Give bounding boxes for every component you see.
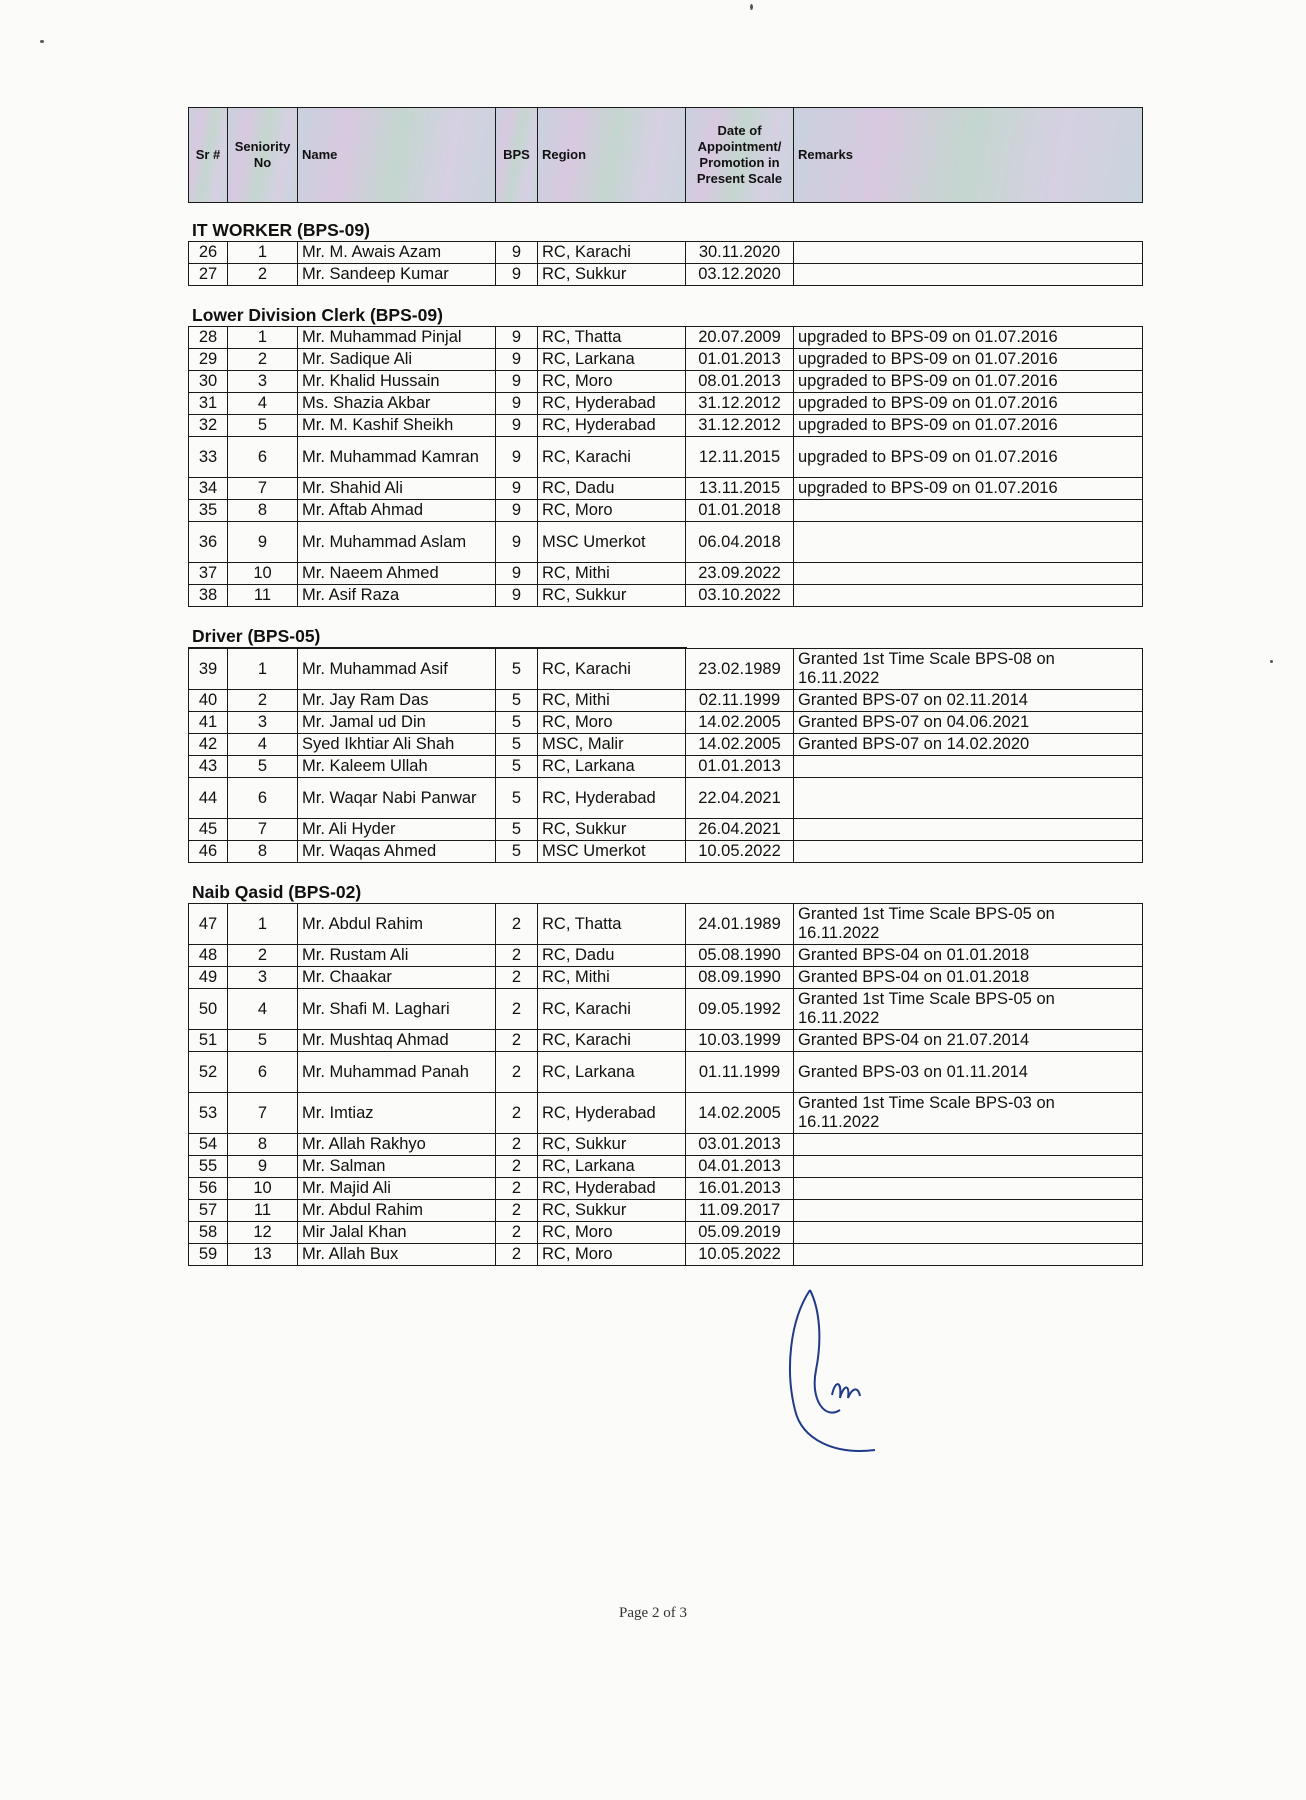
cell-region: RC, Hyderabad bbox=[538, 1093, 686, 1134]
cell-date: 03.01.2013 bbox=[686, 1134, 794, 1156]
cell-name: Mr. Sadique Ali bbox=[298, 349, 496, 371]
cell-name: Mr. Shahid Ali bbox=[298, 478, 496, 500]
cell-remarks: Granted 1st Time Scale BPS-03 on 16.11.2022 bbox=[794, 1093, 1143, 1134]
table-row bbox=[189, 841, 1143, 863]
cell-region: RC, Mithi bbox=[538, 967, 686, 989]
table-row bbox=[189, 437, 1143, 478]
cell-region: MSC Umerkot bbox=[538, 841, 686, 863]
cell-region: RC, Larkana bbox=[538, 756, 686, 778]
cell-sr: 55 bbox=[189, 1156, 228, 1178]
header-date: Date of Appointment/ Promotion in Present Scale bbox=[686, 108, 794, 203]
header-name: Name bbox=[298, 108, 496, 203]
cell-remarks: upgraded to BPS-09 on 01.07.2016 bbox=[794, 478, 1143, 500]
cell-remarks: Granted BPS-04 on 01.01.2018 bbox=[794, 967, 1143, 989]
cell-date: 31.12.2012 bbox=[686, 415, 794, 437]
cell-name: Mir Jalal Khan bbox=[298, 1222, 496, 1244]
table-row bbox=[189, 563, 1143, 585]
cell-region: RC, Hyderabad bbox=[538, 415, 686, 437]
cell-date: 22.04.2021 bbox=[686, 778, 794, 819]
cell-region: RC, Karachi bbox=[538, 1030, 686, 1052]
cell-region: RC, Dadu bbox=[538, 478, 686, 500]
cell-region: RC, Hyderabad bbox=[538, 393, 686, 415]
cell-bps: 2 bbox=[496, 1093, 538, 1134]
cell-date: 12.11.2015 bbox=[686, 437, 794, 478]
cell-date: 13.11.2015 bbox=[686, 478, 794, 500]
cell-region: RC, Sukkur bbox=[538, 264, 686, 286]
cell-name: Mr. Aftab Ahmad bbox=[298, 500, 496, 522]
cell-name: Mr. Jamal ud Din bbox=[298, 712, 496, 734]
cell-seniority: 2 bbox=[228, 264, 298, 286]
table-row bbox=[189, 522, 1143, 563]
scan-speck bbox=[1270, 660, 1273, 663]
cell-sr: 44 bbox=[189, 778, 228, 819]
cell-remarks bbox=[794, 500, 1143, 522]
cell-bps: 9 bbox=[496, 437, 538, 478]
cell-sr: 38 bbox=[189, 585, 228, 607]
cell-name: Mr. Muhammad Panah bbox=[298, 1052, 496, 1093]
cell-sr: 34 bbox=[189, 478, 228, 500]
table-row bbox=[189, 1200, 1143, 1222]
table-row bbox=[189, 1156, 1143, 1178]
cell-seniority: 13 bbox=[228, 1244, 298, 1266]
cell-remarks: Granted BPS-04 on 21.07.2014 bbox=[794, 1030, 1143, 1052]
cell-region: RC, Larkana bbox=[538, 1052, 686, 1093]
cell-date: 20.07.2009 bbox=[686, 327, 794, 349]
cell-region: RC, Sukkur bbox=[538, 819, 686, 841]
cell-remarks bbox=[794, 778, 1143, 819]
cell-bps: 2 bbox=[496, 1200, 538, 1222]
cell-sr: 32 bbox=[189, 415, 228, 437]
cell-seniority: 2 bbox=[228, 349, 298, 371]
cell-date: 09.05.1992 bbox=[686, 989, 794, 1030]
cell-region: MSC, Malir bbox=[538, 734, 686, 756]
section-1 bbox=[188, 305, 1142, 607]
cell-bps: 9 bbox=[496, 349, 538, 371]
cell-seniority: 2 bbox=[228, 690, 298, 712]
cell-name: Mr. Jay Ram Das bbox=[298, 690, 496, 712]
cell-region: RC, Karachi bbox=[538, 989, 686, 1030]
table-row bbox=[189, 585, 1143, 607]
cell-bps: 5 bbox=[496, 841, 538, 863]
cell-name: Mr. Majid Ali bbox=[298, 1178, 496, 1200]
cell-remarks: upgraded to BPS-09 on 01.07.2016 bbox=[794, 437, 1143, 478]
cell-date: 10.03.1999 bbox=[686, 1030, 794, 1052]
sections-container bbox=[188, 220, 1142, 1266]
cell-bps: 5 bbox=[496, 778, 538, 819]
cell-region: RC, Thatta bbox=[538, 327, 686, 349]
table-row bbox=[189, 393, 1143, 415]
cell-remarks: Granted 1st Time Scale BPS-08 on 16.11.2022 bbox=[794, 649, 1143, 690]
cell-sr: 39 bbox=[189, 649, 228, 690]
header-sr: Sr # bbox=[189, 108, 228, 203]
cell-bps: 9 bbox=[496, 264, 538, 286]
cell-bps: 5 bbox=[496, 734, 538, 756]
cell-sr: 59 bbox=[189, 1244, 228, 1266]
cell-sr: 57 bbox=[189, 1200, 228, 1222]
cell-date: 03.12.2020 bbox=[686, 264, 794, 286]
cell-remarks bbox=[794, 1178, 1143, 1200]
cell-bps: 5 bbox=[496, 756, 538, 778]
cell-name: Mr. Rustam Ali bbox=[298, 945, 496, 967]
cell-seniority: 3 bbox=[228, 967, 298, 989]
cell-bps: 2 bbox=[496, 904, 538, 945]
cell-bps: 5 bbox=[496, 649, 538, 690]
cell-remarks: Granted 1st Time Scale BPS-05 on 16.11.2022 bbox=[794, 989, 1143, 1030]
table-row bbox=[189, 478, 1143, 500]
cell-bps: 2 bbox=[496, 1178, 538, 1200]
cell-seniority: 8 bbox=[228, 500, 298, 522]
cell-date: 14.02.2005 bbox=[686, 712, 794, 734]
cell-date: 14.02.2005 bbox=[686, 734, 794, 756]
cell-remarks bbox=[794, 1156, 1143, 1178]
cell-sr: 48 bbox=[189, 945, 228, 967]
cell-remarks: upgraded to BPS-09 on 01.07.2016 bbox=[794, 349, 1143, 371]
cell-name: Mr. Khalid Hussain bbox=[298, 371, 496, 393]
cell-remarks: upgraded to BPS-09 on 01.07.2016 bbox=[794, 371, 1143, 393]
cell-seniority: 12 bbox=[228, 1222, 298, 1244]
cell-remarks bbox=[794, 841, 1143, 863]
cell-seniority: 4 bbox=[228, 734, 298, 756]
cell-bps: 9 bbox=[496, 327, 538, 349]
cell-sr: 50 bbox=[189, 989, 228, 1030]
cell-date: 05.08.1990 bbox=[686, 945, 794, 967]
header-bps: BPS bbox=[496, 108, 538, 203]
cell-name: Mr. Salman bbox=[298, 1156, 496, 1178]
cell-sr: 54 bbox=[189, 1134, 228, 1156]
table-row bbox=[189, 1052, 1143, 1093]
cell-remarks: Granted BPS-07 on 04.06.2021 bbox=[794, 712, 1143, 734]
cell-sr: 53 bbox=[189, 1093, 228, 1134]
cell-remarks: upgraded to BPS-09 on 01.07.2016 bbox=[794, 415, 1143, 437]
cell-seniority: 4 bbox=[228, 989, 298, 1030]
cell-remarks bbox=[794, 1134, 1143, 1156]
cell-sr: 58 bbox=[189, 1222, 228, 1244]
cell-bps: 9 bbox=[496, 371, 538, 393]
cell-name: Mr. Naeem Ahmed bbox=[298, 563, 496, 585]
cell-remarks bbox=[794, 585, 1143, 607]
cell-name: Mr. Shafi M. Laghari bbox=[298, 989, 496, 1030]
cell-seniority: 8 bbox=[228, 841, 298, 863]
cell-remarks bbox=[794, 563, 1143, 585]
cell-sr: 52 bbox=[189, 1052, 228, 1093]
cell-bps: 9 bbox=[496, 563, 538, 585]
table-row bbox=[189, 1222, 1143, 1244]
section-title: Lower Division Clerk (BPS-09) bbox=[192, 305, 443, 325]
cell-name: Mr. Muhammad Pinjal bbox=[298, 327, 496, 349]
cell-name: Mr. Waqar Nabi Panwar bbox=[298, 778, 496, 819]
cell-region: RC, Sukkur bbox=[538, 1200, 686, 1222]
cell-seniority: 7 bbox=[228, 478, 298, 500]
cell-date: 01.11.1999 bbox=[686, 1052, 794, 1093]
cell-date: 10.05.2022 bbox=[686, 1244, 794, 1266]
cell-remarks: Granted BPS-04 on 01.01.2018 bbox=[794, 945, 1143, 967]
cell-seniority: 5 bbox=[228, 415, 298, 437]
table-row bbox=[189, 371, 1143, 393]
table-row bbox=[189, 1134, 1143, 1156]
cell-sr: 29 bbox=[189, 349, 228, 371]
cell-remarks bbox=[794, 1244, 1143, 1266]
table-row bbox=[189, 1178, 1143, 1200]
cell-region: RC, Moro bbox=[538, 1244, 686, 1266]
cell-seniority: 9 bbox=[228, 1156, 298, 1178]
cell-date: 08.01.2013 bbox=[686, 371, 794, 393]
table-row bbox=[189, 945, 1143, 967]
cell-remarks: upgraded to BPS-09 on 01.07.2016 bbox=[794, 393, 1143, 415]
cell-remarks bbox=[794, 1222, 1143, 1244]
cell-region: RC, Larkana bbox=[538, 1156, 686, 1178]
cell-sr: 40 bbox=[189, 690, 228, 712]
cell-seniority: 4 bbox=[228, 393, 298, 415]
cell-region: RC, Hyderabad bbox=[538, 1178, 686, 1200]
cell-sr: 31 bbox=[189, 393, 228, 415]
table-row bbox=[189, 756, 1143, 778]
cell-remarks: Granted BPS-07 on 14.02.2020 bbox=[794, 734, 1143, 756]
cell-bps: 9 bbox=[496, 585, 538, 607]
cell-sr: 47 bbox=[189, 904, 228, 945]
cell-name: Mr. Abdul Rahim bbox=[298, 1200, 496, 1222]
section-title: IT WORKER (BPS-09) bbox=[192, 220, 370, 240]
section-2 bbox=[188, 626, 1142, 863]
cell-sr: 33 bbox=[189, 437, 228, 478]
cell-name: Mr. Asif Raza bbox=[298, 585, 496, 607]
cell-date: 04.01.2013 bbox=[686, 1156, 794, 1178]
cell-sr: 45 bbox=[189, 819, 228, 841]
cell-date: 06.04.2018 bbox=[686, 522, 794, 563]
cell-seniority: 6 bbox=[228, 437, 298, 478]
header-seniority: Seniority No bbox=[228, 108, 298, 203]
table-row bbox=[189, 989, 1143, 1030]
cell-name: Mr. Allah Rakhyo bbox=[298, 1134, 496, 1156]
cell-sr: 41 bbox=[189, 712, 228, 734]
cell-sr: 46 bbox=[189, 841, 228, 863]
cell-region: RC, Thatta bbox=[538, 904, 686, 945]
cell-date: 11.09.2017 bbox=[686, 1200, 794, 1222]
cell-name: Mr. Muhammad Aslam bbox=[298, 522, 496, 563]
cell-region: RC, Karachi bbox=[538, 242, 686, 264]
cell-bps: 2 bbox=[496, 945, 538, 967]
cell-sr: 43 bbox=[189, 756, 228, 778]
cell-region: RC, Moro bbox=[538, 712, 686, 734]
cell-sr: 27 bbox=[189, 264, 228, 286]
cell-date: 14.02.2005 bbox=[686, 1093, 794, 1134]
cell-region: RC, Sukkur bbox=[538, 585, 686, 607]
page-number: Page 2 of 3 bbox=[619, 1605, 687, 1621]
cell-bps: 2 bbox=[496, 1222, 538, 1244]
cell-sr: 37 bbox=[189, 563, 228, 585]
cell-date: 03.10.2022 bbox=[686, 585, 794, 607]
cell-seniority: 8 bbox=[228, 1134, 298, 1156]
cell-region: MSC Umerkot bbox=[538, 522, 686, 563]
cell-seniority: 2 bbox=[228, 945, 298, 967]
cell-bps: 5 bbox=[496, 819, 538, 841]
cell-sr: 42 bbox=[189, 734, 228, 756]
cell-seniority: 5 bbox=[228, 756, 298, 778]
cell-seniority: 1 bbox=[228, 904, 298, 945]
cell-sr: 30 bbox=[189, 371, 228, 393]
cell-seniority: 6 bbox=[228, 1052, 298, 1093]
table-row bbox=[189, 327, 1143, 349]
cell-region: RC, Moro bbox=[538, 500, 686, 522]
cell-seniority: 10 bbox=[228, 563, 298, 585]
cell-date: 16.01.2013 bbox=[686, 1178, 794, 1200]
cell-name: Mr. Waqas Ahmed bbox=[298, 841, 496, 863]
cell-region: RC, Sukkur bbox=[538, 1134, 686, 1156]
cell-region: RC, Karachi bbox=[538, 437, 686, 478]
cell-remarks: Granted 1st Time Scale BPS-05 on 16.11.2022 bbox=[794, 904, 1143, 945]
section-title: Naib Qasid (BPS-02) bbox=[192, 882, 362, 902]
cell-remarks: Granted BPS-07 on 02.11.2014 bbox=[794, 690, 1143, 712]
cell-seniority: 3 bbox=[228, 371, 298, 393]
cell-bps: 9 bbox=[496, 478, 538, 500]
cell-sr: 49 bbox=[189, 967, 228, 989]
cell-name: Mr. Mushtaq Ahmad bbox=[298, 1030, 496, 1052]
table-row bbox=[189, 690, 1143, 712]
cell-date: 08.09.1990 bbox=[686, 967, 794, 989]
signature-image bbox=[780, 1280, 920, 1460]
table-row bbox=[189, 904, 1143, 945]
section-table bbox=[188, 241, 1143, 286]
cell-sr: 36 bbox=[189, 522, 228, 563]
cell-name: Ms. Shazia Akbar bbox=[298, 393, 496, 415]
cell-date: 30.11.2020 bbox=[686, 242, 794, 264]
cell-date: 26.04.2021 bbox=[686, 819, 794, 841]
cell-name: Mr. Chaakar bbox=[298, 967, 496, 989]
cell-region: RC, Mithi bbox=[538, 563, 686, 585]
cell-name: Mr. Muhammad Asif bbox=[298, 649, 496, 690]
cell-seniority: 9 bbox=[228, 522, 298, 563]
cell-name: Mr. Muhammad Kamran bbox=[298, 437, 496, 478]
cell-remarks bbox=[794, 264, 1143, 286]
section-table bbox=[188, 903, 1143, 1266]
table-row bbox=[189, 500, 1143, 522]
cell-region: RC, Mithi bbox=[538, 690, 686, 712]
scan-speck bbox=[750, 4, 753, 10]
cell-date: 24.01.1989 bbox=[686, 904, 794, 945]
cell-remarks: Granted BPS-03 on 01.11.2014 bbox=[794, 1052, 1143, 1093]
document-body bbox=[188, 107, 1142, 1266]
cell-seniority: 3 bbox=[228, 712, 298, 734]
cell-name: Mr. Sandeep Kumar bbox=[298, 264, 496, 286]
cell-remarks bbox=[794, 522, 1143, 563]
cell-date: 02.11.1999 bbox=[686, 690, 794, 712]
cell-bps: 2 bbox=[496, 1156, 538, 1178]
table-row bbox=[189, 242, 1143, 264]
cell-date: 23.09.2022 bbox=[686, 563, 794, 585]
cell-seniority: 10 bbox=[228, 1178, 298, 1200]
cell-bps: 9 bbox=[496, 415, 538, 437]
cell-seniority: 1 bbox=[228, 649, 298, 690]
cell-bps: 9 bbox=[496, 522, 538, 563]
cell-remarks bbox=[794, 242, 1143, 264]
cell-bps: 2 bbox=[496, 989, 538, 1030]
cell-date: 10.05.2022 bbox=[686, 841, 794, 863]
cell-bps: 9 bbox=[496, 500, 538, 522]
cell-region: RC, Larkana bbox=[538, 349, 686, 371]
section-table bbox=[188, 326, 1143, 607]
cell-region: RC, Moro bbox=[538, 371, 686, 393]
cell-date: 01.01.2018 bbox=[686, 500, 794, 522]
section-title: Driver (BPS-05) bbox=[188, 626, 687, 648]
cell-name: Mr. Kaleem Ullah bbox=[298, 756, 496, 778]
table-row bbox=[189, 1093, 1143, 1134]
table-row bbox=[189, 819, 1143, 841]
cell-remarks: upgraded to BPS-09 on 01.07.2016 bbox=[794, 327, 1143, 349]
cell-sr: 35 bbox=[189, 500, 228, 522]
table-row bbox=[189, 649, 1143, 690]
header-region: Region bbox=[538, 108, 686, 203]
cell-date: 23.02.1989 bbox=[686, 649, 794, 690]
cell-name: Mr. Ali Hyder bbox=[298, 819, 496, 841]
cell-seniority: 6 bbox=[228, 778, 298, 819]
cell-bps: 2 bbox=[496, 967, 538, 989]
section-3 bbox=[188, 882, 1142, 1266]
table-row bbox=[189, 778, 1143, 819]
cell-region: RC, Karachi bbox=[538, 649, 686, 690]
cell-remarks bbox=[794, 756, 1143, 778]
column-header-table bbox=[188, 107, 1143, 203]
table-row bbox=[189, 349, 1143, 371]
cell-bps: 2 bbox=[496, 1134, 538, 1156]
cell-seniority: 1 bbox=[228, 242, 298, 264]
cell-sr: 28 bbox=[189, 327, 228, 349]
cell-name: Mr. Imtiaz bbox=[298, 1093, 496, 1134]
cell-seniority: 7 bbox=[228, 819, 298, 841]
scan-speck bbox=[40, 40, 44, 43]
section-table bbox=[188, 648, 1143, 863]
table-row bbox=[189, 1244, 1143, 1266]
cell-name: Syed Ikhtiar Ali Shah bbox=[298, 734, 496, 756]
cell-bps: 9 bbox=[496, 393, 538, 415]
cell-name: Mr. M. Awais Azam bbox=[298, 242, 496, 264]
cell-bps: 9 bbox=[496, 242, 538, 264]
cell-region: RC, Moro bbox=[538, 1222, 686, 1244]
cell-region: RC, Dadu bbox=[538, 945, 686, 967]
table-row bbox=[189, 264, 1143, 286]
cell-bps: 2 bbox=[496, 1052, 538, 1093]
header-remarks: Remarks bbox=[794, 108, 1143, 203]
cell-date: 01.01.2013 bbox=[686, 349, 794, 371]
cell-name: Mr. M. Kashif Sheikh bbox=[298, 415, 496, 437]
table-row bbox=[189, 967, 1143, 989]
cell-seniority: 1 bbox=[228, 327, 298, 349]
cell-sr: 51 bbox=[189, 1030, 228, 1052]
cell-date: 31.12.2012 bbox=[686, 393, 794, 415]
cell-seniority: 7 bbox=[228, 1093, 298, 1134]
table-row bbox=[189, 712, 1143, 734]
cell-bps: 5 bbox=[496, 690, 538, 712]
table-row bbox=[189, 415, 1143, 437]
cell-seniority: 5 bbox=[228, 1030, 298, 1052]
table-row bbox=[189, 734, 1143, 756]
cell-bps: 2 bbox=[496, 1244, 538, 1266]
cell-seniority: 11 bbox=[228, 585, 298, 607]
cell-remarks bbox=[794, 1200, 1143, 1222]
cell-name: Mr. Allah Bux bbox=[298, 1244, 496, 1266]
cell-bps: 5 bbox=[496, 712, 538, 734]
cell-sr: 26 bbox=[189, 242, 228, 264]
cell-region: RC, Hyderabad bbox=[538, 778, 686, 819]
cell-date: 05.09.2019 bbox=[686, 1222, 794, 1244]
section-0 bbox=[188, 220, 1142, 286]
cell-name: Mr. Abdul Rahim bbox=[298, 904, 496, 945]
cell-remarks bbox=[794, 819, 1143, 841]
cell-date: 01.01.2013 bbox=[686, 756, 794, 778]
cell-sr: 56 bbox=[189, 1178, 228, 1200]
cell-bps: 2 bbox=[496, 1030, 538, 1052]
cell-seniority: 11 bbox=[228, 1200, 298, 1222]
table-row bbox=[189, 1030, 1143, 1052]
